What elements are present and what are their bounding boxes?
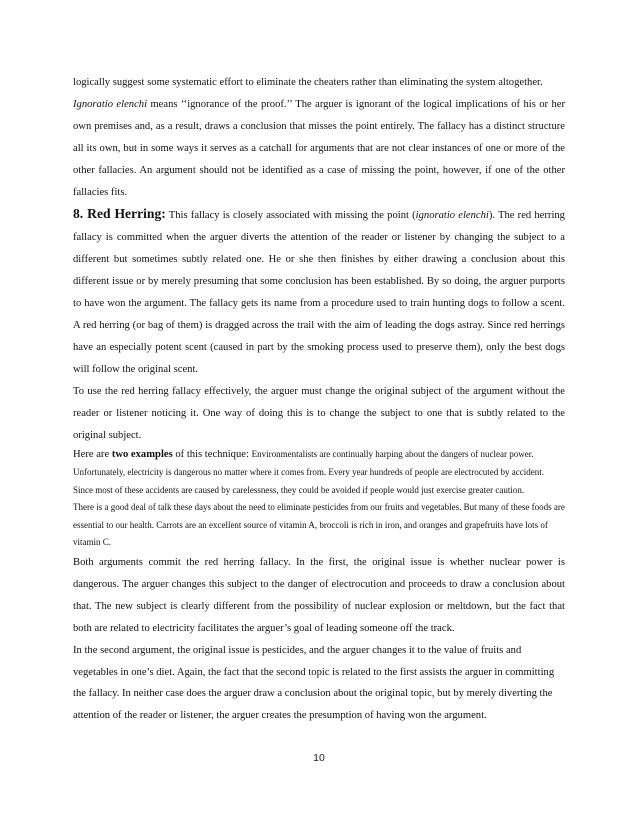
examples-intro-before: Here are [73, 449, 112, 461]
example-pesticides: There is a good deal of talk these days about the need to eliminate pesticides from our fruits and vegetables. But many of these foods are essential to our health. Carrots are an excellent source of vitamin A, broccoli is rich in iron, and oranges and grapefruits have lots of vitamin C. [73, 502, 565, 548]
example-nuclear-power: Environmentalists are continually harping about the dangers of nuclear power. Unfortunately, electricity is dangerous no matter where it comes from. Every year hundreds of people are electrocuted by accident. Since most of these accidents are caused by carelessness, they could be avoided if people would just exercise greater caution. [73, 449, 544, 495]
red-herring-text-after: ). The red herring fallacy is committed when the arguer diverts the attention of the reader or listener by changing the subject to a different but sometimes subtly related one. He or she then finishes by either drawing a conclusion about this different issue or by merely presuming that some conclusion has been established. By so doing, the arguer purports to have won the argument. The fallacy gets its name from a procedure used to train hunting dogs to follow a scent. A red herring (or bag of them) is dragged across the trail with the aim of leading the dogs astray. Since red herrings have an especially potent scent (caused in part by the smoking process used to preserve them), only the best dogs will follow the original scent. [73, 210, 565, 375]
paragraph-both-arguments: Both arguments commit the red herring fallacy. In the first, the original issue is whether nuclear power is dangerous. The arguer changes this subject to the danger of electrocution and proceeds to draw a conclusion about that. The new subject is clearly different from the possibility of nuclear explosion or meltdown, but the fact that both are related to electricity facilitates the arguer’s goal of leading someone off the track. [73, 556, 565, 634]
paragraph-cheaters: logically suggest some systematic effort to eliminate the cheaters rather than eliminating the system altogether. [73, 77, 543, 88]
paragraph-second-argument: In the second argument, the original issue is pesticides, and the arguer changes it to the value of fruits and vegetables in one’s diet. Again, the fact that the second topic is related to the first assists the arguer in committing the fallacy. In neither case does the arguer draw a conclusion about the original topic, but by merely diverting the attention of the reader or listener, the arguer creates the presumption of having won the argument. [73, 644, 555, 722]
document-page [73, 72, 565, 727]
term-ignoratio-elenchi: Ignoratio elenchi [73, 98, 148, 110]
paragraph-ignoratio-elenchi [73, 94, 565, 204]
ignoratio-elenchi-text: means ‘‘ignorance of the proof.’’ The arguer is ignorant of the logical implications of his or her own premises and, as a result, draws a conclusion that misses the point entirely. The fallacy has a distinct structure all its own, but in some ways it serves as a catchall for arguments that are not clear instances of one or more of the other fallacies. An argument should not be identified as a case of missing the point, however, if one of the other fallacies fits. [73, 98, 565, 198]
paragraph-red-herring [73, 203, 565, 380]
page-number: 10 [313, 752, 325, 764]
examples-intro-after: of this technique: [172, 449, 252, 461]
section-heading-red-herring: 8. Red Herring: [73, 206, 166, 222]
paragraph-technique: To use the red herring fallacy effectively, the arguer must change the original subject of the argument without the reader or listener noticing it. One way of doing this is to change the subject to one that is subtly related to the original subject. [73, 385, 565, 441]
red-herring-italic-term: ignoratio elenchi [415, 210, 489, 222]
paragraph-examples [73, 446, 565, 499]
red-herring-text-before: This fallacy is closely associated with missing the point ( [165, 210, 416, 222]
examples-intro-bold: two examples [111, 449, 173, 461]
